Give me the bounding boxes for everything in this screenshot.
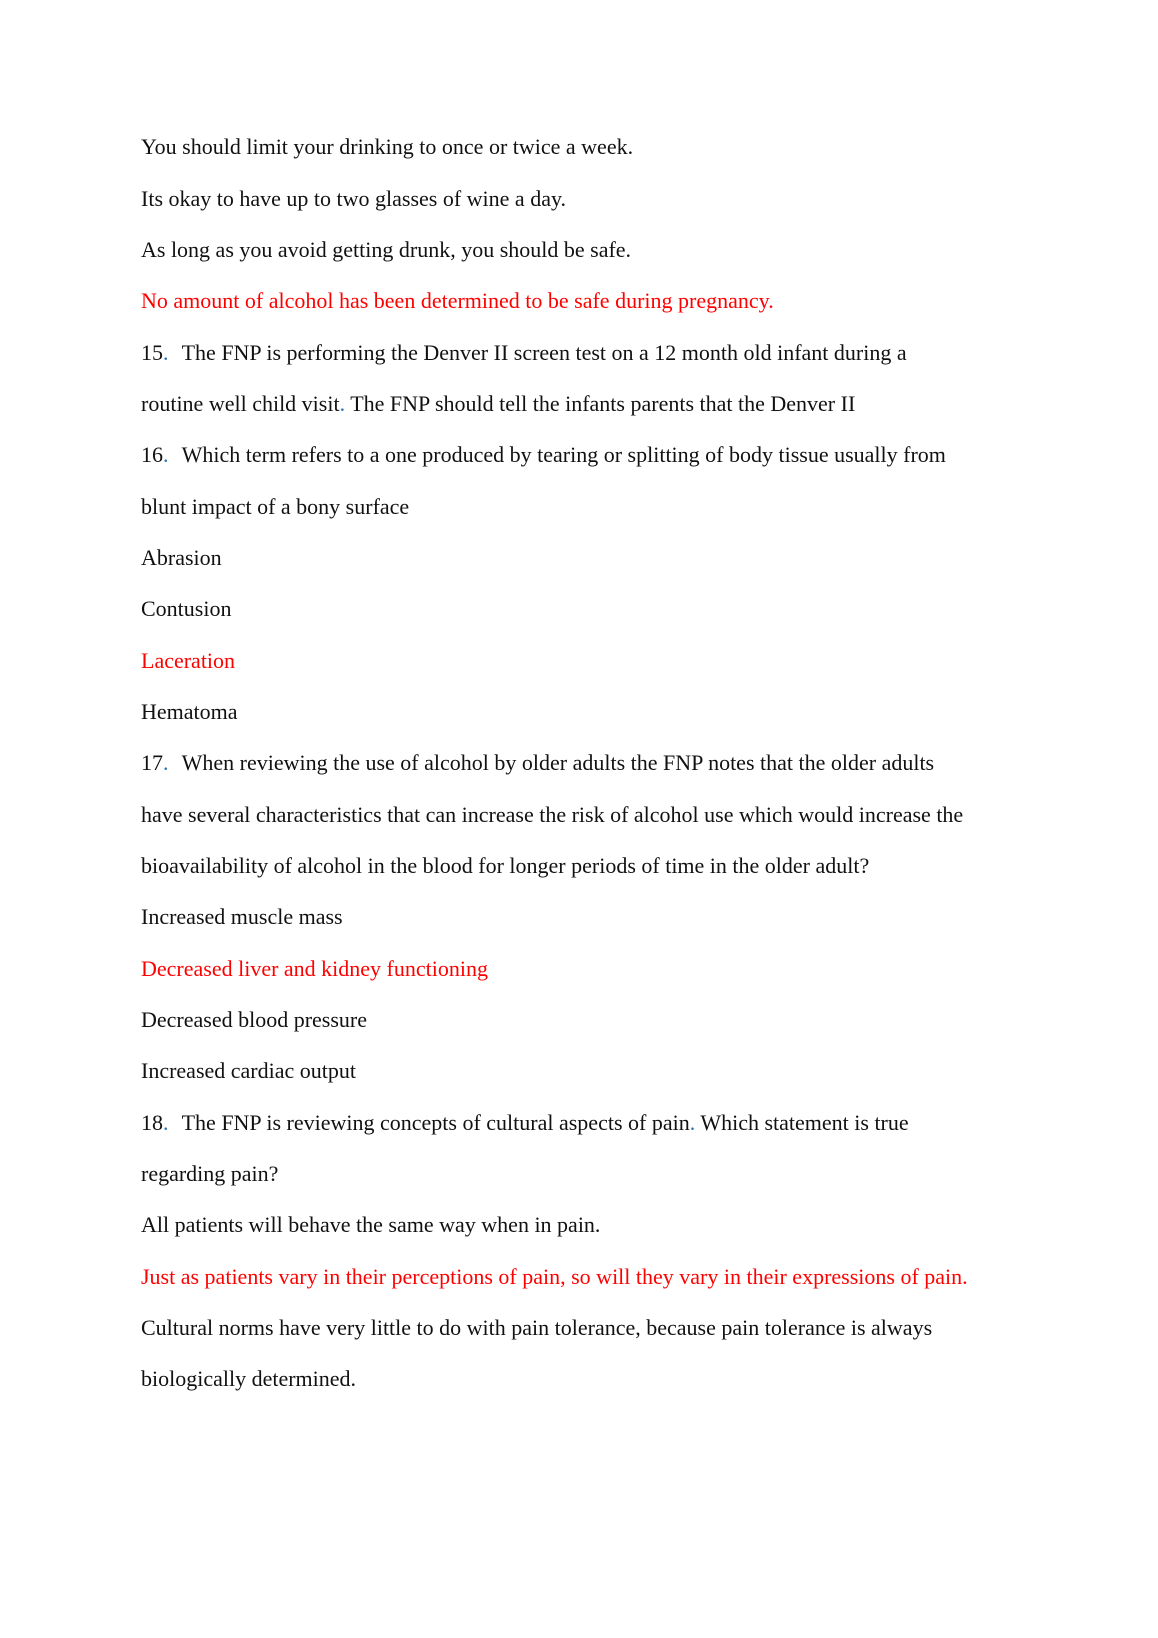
q15-stem-line1 [141, 339, 907, 367]
q15-number-dot: . [163, 340, 169, 365]
q18-stem-text1a: The FNP is reviewing concepts of cultural aspects of pain [181, 1110, 690, 1135]
q18-option-a: All patients will behave the same way when in pain. [141, 1212, 601, 1237]
q14-correct-option: No amount of alcohol has been determined to be safe during pregnancy. [141, 288, 774, 313]
q18-option-c-continued: biologically determined. [141, 1366, 357, 1391]
q17-option-a: Increased muscle mass [141, 904, 343, 929]
q17-correct-option: Decreased liver and kidney functioning [141, 956, 488, 981]
q16-stem-text1: Which term refers to a one produced by tearing or splitting of body tissue usually from [181, 442, 946, 467]
q16-correct-option: Laceration [141, 648, 236, 673]
q17-number: 17 [141, 750, 163, 775]
q16-option-a: Abrasion [141, 545, 222, 570]
q16-number-dot: . [163, 442, 169, 467]
q15-number: 15 [141, 340, 163, 365]
q15-stem-text2b: The FNP should tell the infants parents that the Denver II [350, 391, 856, 416]
q18-sentence-dot: . [689, 1110, 696, 1135]
q15-stem-text2a: routine well child visit [141, 391, 340, 416]
q17-option-d: Increased cardiac output [141, 1058, 356, 1083]
q18-number-dot: . [163, 1110, 169, 1135]
q17-number-dot: . [163, 750, 169, 775]
q18-stem-line2: regarding pain? [141, 1161, 279, 1186]
q16-stem-line2: blunt impact of a bony surface [141, 494, 410, 519]
q17-stem-line2: have several characteristics that can increase the risk of alcohol use which would increase the [141, 802, 964, 827]
q18-stem-line1 [141, 1109, 909, 1137]
q14-option-b: Its okay to have up to two glasses of wine a day. [141, 186, 567, 211]
q16-option-b: Contusion [141, 596, 232, 621]
q15-stem-line2 [141, 390, 855, 418]
q17-option-c: Decreased blood pressure [141, 1007, 368, 1032]
q18-stem-text1b: Which statement is true [700, 1110, 909, 1135]
q16-number: 16 [141, 442, 163, 467]
q16-option-d: Hematoma [141, 699, 238, 724]
q18-correct-option: Just as patients vary in their perceptions of pain, so will they vary in their expressions of pain. [141, 1264, 968, 1289]
q17-stem-line1 [141, 749, 934, 777]
q17-stem-text1: When reviewing the use of alcohol by older adults the FNP notes that the older adults [181, 750, 935, 775]
q17-stem-line3: bioavailability of alcohol in the blood for longer periods of time in the older adult? [141, 853, 870, 878]
q14-option-c: As long as you avoid getting drunk, you should be safe. [141, 237, 632, 262]
q15-sentence-dot: . [339, 391, 346, 416]
q18-option-c: Cultural norms have very little to do with pain tolerance, because pain tolerance is always [141, 1315, 933, 1340]
q16-stem-line1 [141, 441, 946, 469]
q18-number: 18 [141, 1110, 163, 1135]
q15-stem-text1: The FNP is performing the Denver II screen test on a 12 month old infant during a [181, 340, 907, 365]
q14-option-a: You should limit your drinking to once or twice a week. [141, 134, 634, 159]
